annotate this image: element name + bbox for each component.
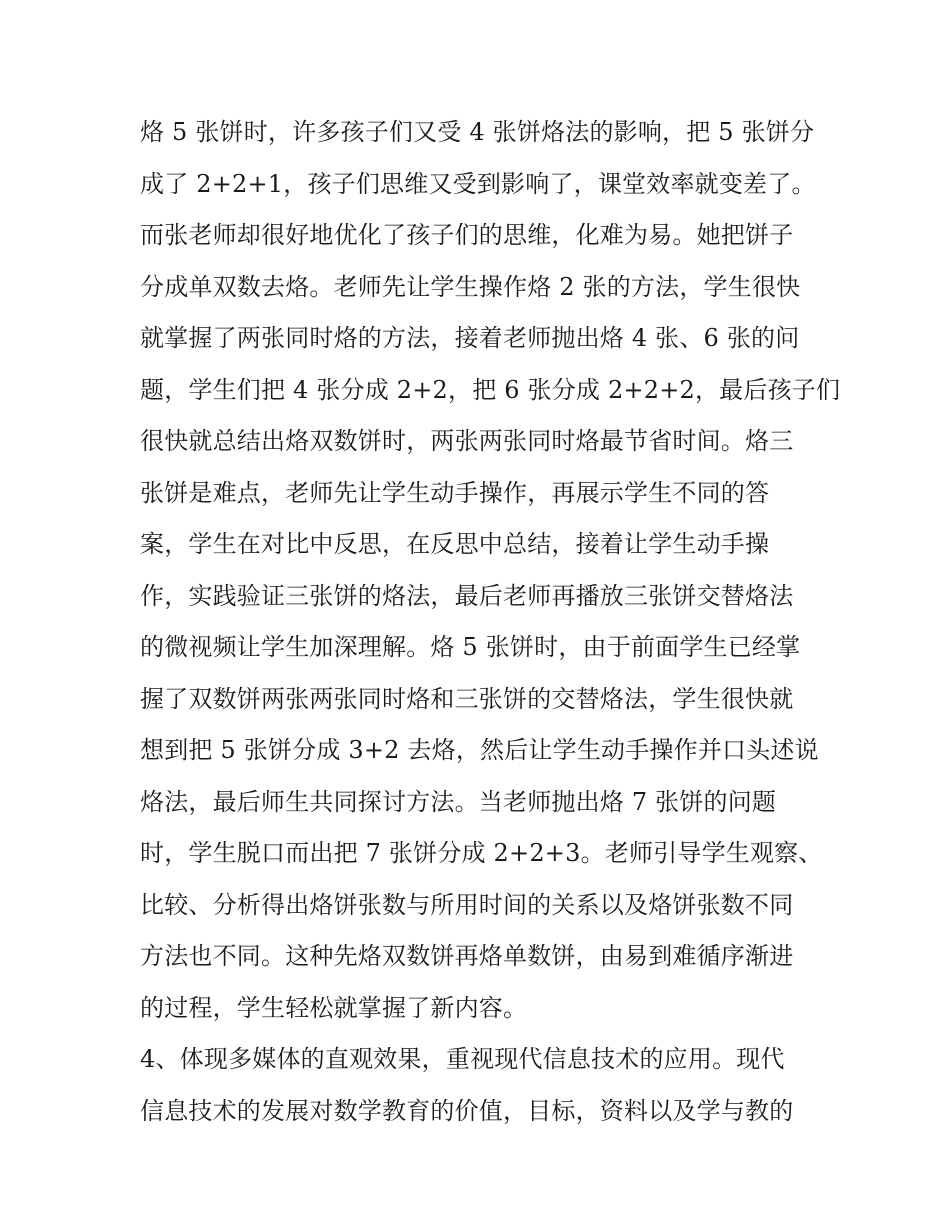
text-line: 案，学生在对比中反思，在反思中总结，接着让学生动手操 — [140, 530, 770, 558]
text-line: 的过程，学生轻松就掌握了新内容。 — [140, 993, 528, 1022]
text-line: 烙法，最后师生共同探讨方法。当老师抛出烙 7 张饼的问题 — [140, 787, 777, 816]
text-line: 4、体现多媒体的直观效果，重视现代信息技术的应用。现代 — [140, 1045, 785, 1073]
text-line: 而张老师却很好地优化了孩子们的思维，化难为易。她把饼子 — [140, 221, 794, 249]
text-line: 的微视频让学生加深理解。烙 5 张饼时，由于前面学生已经掌 — [140, 633, 801, 661]
text-line: 时，学生脱口而出把 7 张饼分成 2+2+3。老师引导学生观察、 — [140, 839, 823, 867]
text-line: 比较、分析得出烙饼张数与所用时间的关系以及烙饼张数不同 — [140, 890, 794, 919]
text-line: 就掌握了两张同时烙的方法，接着老师抛出烙 4 张、6 张的问 — [140, 324, 800, 352]
text-line: 很快就总结出烙双数饼时，两张两张同时烙最节省时间。烙三 — [140, 427, 794, 455]
text-line: 分成单双数去烙。老师先让学生操作烙 2 张的方法，学生很快 — [140, 272, 801, 301]
text-line: 题，学生们把 4 张分成 2+2，把 6 张分成 2+2+2，最后孩子们 — [140, 375, 841, 404]
text-line: 作，实践验证三张饼的烙法，最后老师再播放三张饼交替烙法 — [140, 581, 794, 610]
text-line: 张饼是难点，老师先让学生动手操作，再展示学生不同的答 — [140, 478, 770, 507]
text-line: 信息技术的发展对数学教育的价值，目标，资料以及学与教的 — [140, 1096, 794, 1125]
text-line: 想到把 5 张饼分成 3+2 去烙，然后让学生动手操作并口头述说 — [140, 736, 819, 764]
text-line: 烙 5 张饼时，许多孩子们又受 4 张饼烙法的影响，把 5 张饼分 — [140, 118, 815, 146]
text-line: 成了 2+2+1，孩子们思维又受到影响了，课堂效率就变差了。 — [140, 169, 816, 198]
text-line: 握了双数饼两张两张同时烙和三张饼的交替烙法，学生很快就 — [140, 684, 794, 713]
text-line: 方法也不同。这种先烙双数饼再烙单数饼，由易到难循序渐进 — [140, 942, 794, 970]
body-text — [140, 107, 841, 1137]
